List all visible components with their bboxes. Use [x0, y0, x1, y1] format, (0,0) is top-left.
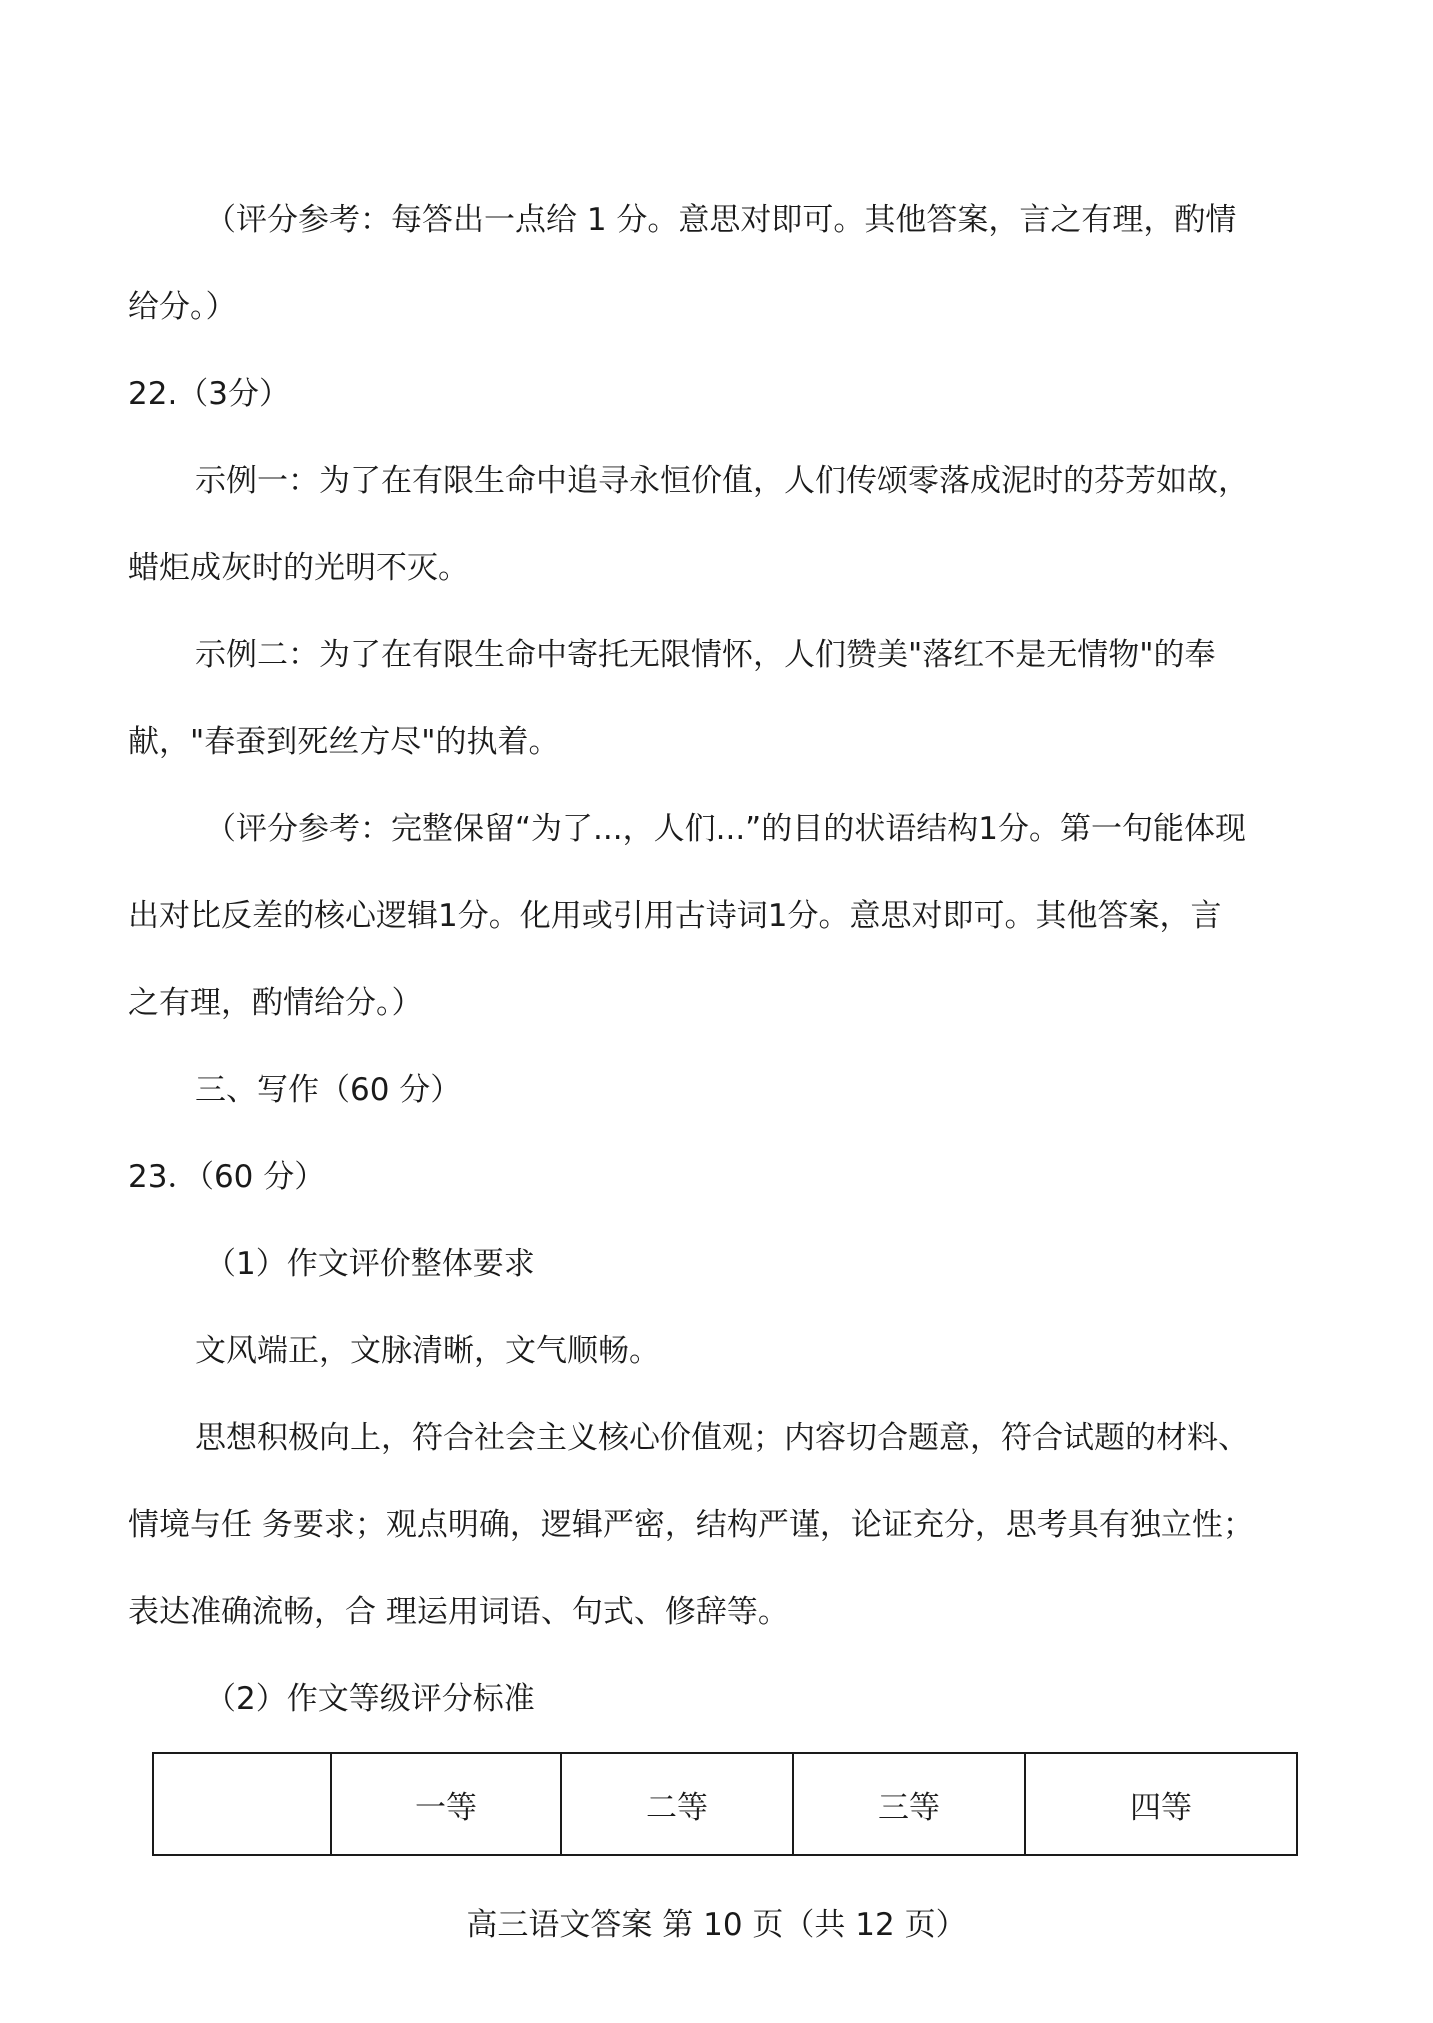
example-2-line-1: 示例二：为了在有限生命中寄托无限情怀，人们赞美"落红不是无情物"的奉	[195, 637, 1216, 673]
example-1-line-2: 蜡炬成灰时的光明不灭。	[128, 550, 469, 586]
table-header-empty	[153, 1753, 331, 1855]
question-22-heading: 22.（3分）	[128, 376, 291, 412]
question-23-heading: 23．（60 分）	[128, 1159, 326, 1195]
scoring-note-21-line-1: （评分参考：每答出一点给 1 分。意思对即可。其他答案，言之有理，酌情	[205, 202, 1237, 238]
requirements-line-2: 思想积极向上，符合社会主义核心价值观；内容切合题意，符合试题的材料、	[195, 1420, 1249, 1456]
scoring-note-22-line-2: 出对比反差的核心逻辑1分。化用或引用古诗词1分。意思对即可。其他答案，言	[128, 898, 1222, 934]
example-2-line-2: 献，"春蚕到死丝方尽"的执着。	[128, 724, 560, 760]
table-header-grade-3: 三等	[793, 1753, 1025, 1855]
requirements-line-3: 情境与任 务要求；观点明确，逻辑严密，结构严谨，论证充分，思考具有独立性；	[128, 1507, 1254, 1543]
requirements-subheading: （1）作文评价整体要求	[205, 1246, 535, 1282]
table-header-grade-4: 四等	[1025, 1753, 1297, 1855]
requirements-line-1: 文风端正，文脉清晰，文气顺畅。	[195, 1333, 660, 1369]
scoring-note-21-line-2: 给分。）	[128, 289, 237, 325]
scoring-note-22-line-1: （评分参考：完整保留“为了...，人们...”的目的状语结构1分。第一句能体现	[205, 811, 1246, 847]
grade-table	[152, 1752, 1298, 1856]
section-writing-heading: 三、写作（60 分）	[195, 1072, 462, 1108]
grading-standard-subheading: （2）作文等级评分标准	[205, 1681, 535, 1717]
requirements-line-4: 表达准确流畅，合 理运用词语、句式、修辞等。	[128, 1594, 789, 1630]
table-header-grade-2: 二等	[561, 1753, 793, 1855]
table-header-grade-1: 一等	[331, 1753, 561, 1855]
table-row	[153, 1753, 1297, 1855]
scoring-note-22-line-3: 之有理，酌情给分。）	[128, 985, 423, 1021]
example-1-line-1: 示例一：为了在有限生命中追寻永恒价值，人们传颂零落成泥时的芬芳如故，	[195, 463, 1249, 499]
page-footer: 高三语文答案 第 10 页（共 12 页）	[466, 1907, 967, 1943]
